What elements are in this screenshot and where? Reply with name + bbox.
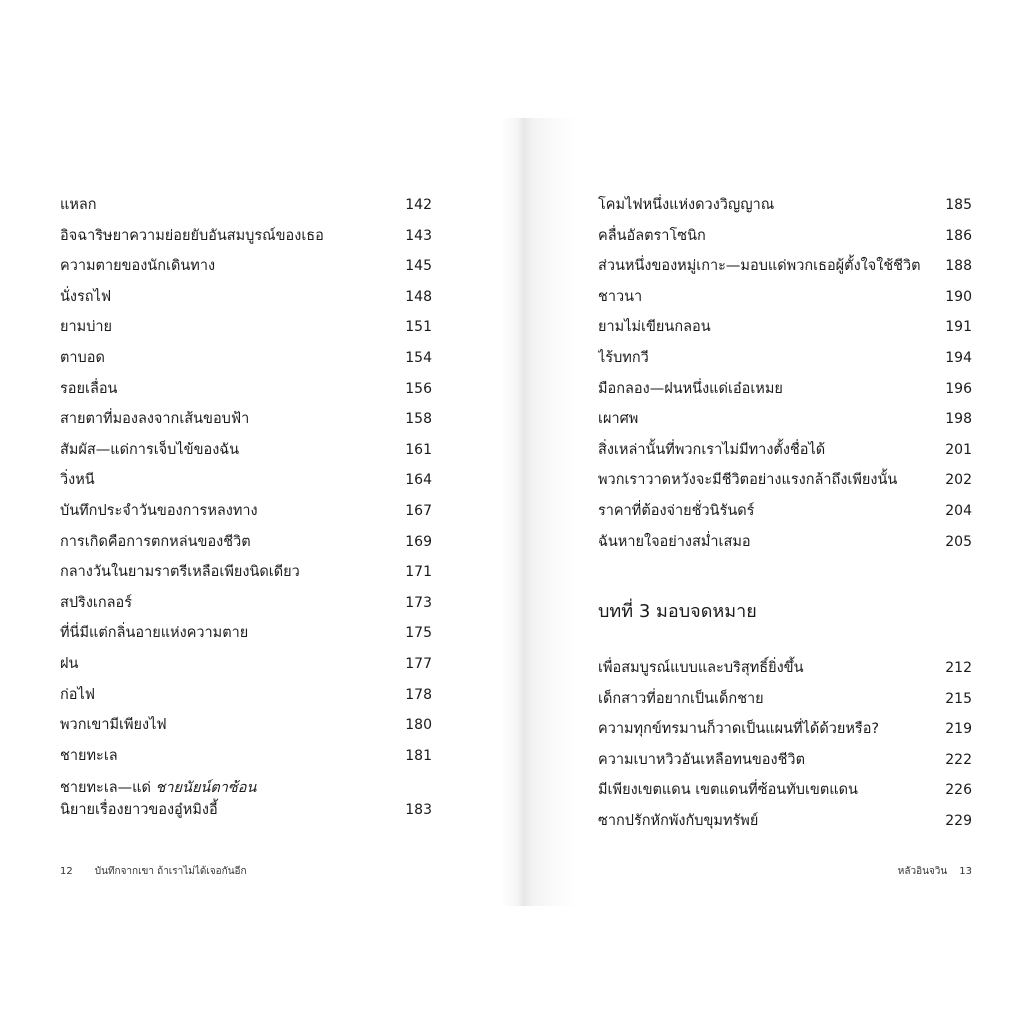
toc-entry-title: มีเพียงเขตแดน เขตแดนที่ซ้อนทับเขตแดน — [598, 782, 858, 799]
toc-entry — [60, 251, 432, 282]
toc-entry — [598, 190, 972, 221]
toc-entry-page: 215 — [945, 690, 972, 707]
toc-entry-page: 171 — [405, 564, 432, 581]
toc-entry-title: รอยเลื่อน — [60, 380, 118, 397]
toc-entry-page: 183 — [405, 802, 432, 819]
toc-entry-page: 148 — [405, 288, 432, 305]
toc-entry — [60, 282, 432, 313]
toc-entry-page: 142 — [405, 197, 432, 213]
toc-entry — [60, 221, 432, 252]
toc-entry-page: 229 — [945, 812, 972, 829]
toc-entry-title: มือกลอง—ฝนหนึ่งแด่เอ๋อเหมย — [598, 380, 783, 397]
chapter-heading: บทที่ 3 มอบจดหมาย — [598, 601, 757, 622]
toc-entry-page: 164 — [405, 472, 432, 489]
toc-entry-title: กลางวันในยามราตรีเหลือเพียงนิดเดียว — [60, 564, 300, 581]
toc-entry-title: ที่นี่มีแต่กลิ่นอายแห่งความตาย — [60, 625, 249, 642]
toc-entry — [598, 435, 972, 466]
toc-entry — [598, 251, 972, 282]
toc-entry-title: ฝน — [60, 655, 79, 672]
toc-entry-page: 156 — [405, 380, 432, 397]
toc-entry-page: 212 — [945, 660, 972, 676]
toc-entry-title: ฉันหายใจอย่างสม่ำเสมอ — [598, 533, 751, 550]
toc-entry-page: 180 — [405, 717, 432, 734]
toc-entry-title: เพื่อสมบูรณ์แบบและบริสุทธิ์ยิ่งขึ้น — [598, 660, 804, 676]
toc-entry — [60, 680, 432, 711]
toc-entry — [60, 741, 432, 772]
toc-entry-page: 205 — [945, 533, 972, 550]
toc-entry-page: 204 — [945, 502, 972, 519]
toc-entry-title-line1 — [60, 777, 300, 799]
toc-entry-title: ส่วนหนึ่งของหมู่เกาะ—มอบแด่พวกเธอผู้ตั้งใจใช้ชีวิต — [598, 258, 921, 275]
toc-entry-page: 188 — [945, 258, 972, 275]
toc-entry — [598, 745, 972, 776]
toc-entry-page: 181 — [405, 747, 432, 764]
toc-entry-page: 158 — [405, 411, 432, 428]
toc-entry-title: ชายทะเล — [60, 747, 118, 764]
toc-entry — [60, 588, 432, 619]
toc-entry-page: 167 — [405, 502, 432, 519]
toc-entry — [598, 404, 972, 435]
toc-entry — [598, 496, 972, 527]
toc-entry-title: ความเบาหวิวอันเหลือทนของชีวิต — [598, 751, 805, 768]
toc-entry-page: 202 — [945, 472, 972, 489]
toc-entry-title: สายตาที่มองลงจากเส้นขอบฟ้า — [60, 411, 250, 428]
toc-entry-title: ซากปรักหักพังกับขุมทรัพย์ — [598, 812, 759, 829]
toc-entry-page: 161 — [405, 441, 432, 458]
left-page-footer — [60, 864, 247, 879]
toc-entry-page: 169 — [405, 533, 432, 550]
toc-entry — [598, 714, 972, 745]
toc-entry-page: 145 — [405, 258, 432, 275]
toc-entry — [60, 557, 432, 588]
toc-entry-title: การเกิดคือการตกหล่นของชีวิต — [60, 533, 251, 550]
toc-entry-title: พวกเราวาดหวังจะมีชีวิตอย่างแรงกล้าถึงเพียงนั้น — [598, 472, 898, 489]
toc-entry — [60, 496, 432, 527]
toc-entry-page: 185 — [945, 197, 972, 213]
toc-entry-page: 151 — [405, 319, 432, 336]
toc-entry — [598, 374, 972, 405]
toc-entry — [598, 282, 972, 313]
toc-entry-title: นั่งรถไฟ — [60, 288, 112, 305]
toc-entry-title-line2: นิยายเรื่องยาวของอู๋หมิงอี้ — [60, 802, 218, 819]
toc-entry-title-italic: ชายนัยน์ตาซ้อน — [155, 780, 257, 797]
toc-entry-page: 198 — [945, 411, 972, 428]
toc-entry-title: ความทุกข์ทรมานก็วาดเป็นแผนที่ได้ด้วยหรือ? — [598, 721, 880, 738]
toc-entry — [598, 221, 972, 252]
toc-entry — [598, 527, 972, 558]
page-number: 12 — [60, 866, 73, 877]
page-number: 13 — [959, 866, 972, 877]
toc-entry-title: สัมผัส—แด่การเจ็บไข้ของฉัน — [60, 441, 240, 458]
toc-entry-title: อิจฉาริษยาความย่อยยับอันสมบูรณ์ของเธอ — [60, 227, 324, 244]
toc-entry — [598, 684, 972, 715]
toc-entry — [60, 465, 432, 496]
toc-entry-title: ก่อไฟ — [60, 686, 96, 703]
right-page-footer — [898, 864, 972, 879]
toc-entry-title: ยามบ่าย — [60, 319, 113, 336]
toc-entry-page: 186 — [945, 227, 972, 244]
toc-entry-title: เผาศพ — [598, 411, 639, 428]
toc-entry-title: โคมไฟหนึ่งแห่งดวงวิญญาณ — [598, 197, 775, 213]
toc-entry-title: พวกเขามีเพียงไฟ — [60, 717, 167, 734]
toc-entry-page: 173 — [405, 594, 432, 611]
toc-entry-page: 219 — [945, 721, 972, 738]
toc-entry-page: 201 — [945, 441, 972, 458]
toc-entry — [60, 527, 432, 558]
toc-entry — [60, 190, 432, 221]
toc-entry-page: 177 — [405, 655, 432, 672]
toc-entry-title: วิ่งหนี — [60, 472, 95, 489]
toc-entry-page: 143 — [405, 227, 432, 244]
toc-entry — [60, 404, 432, 435]
chapter-toc-list — [598, 653, 972, 837]
running-title: หลัวอินจวิน — [897, 866, 948, 877]
toc-entry — [598, 312, 972, 343]
toc-entry-page: 178 — [405, 686, 432, 703]
toc-entry-page: 190 — [945, 288, 972, 305]
toc-entry-title: ไร้บทกวี — [598, 349, 649, 366]
toc-entry — [60, 312, 432, 343]
toc-entry — [60, 618, 432, 649]
toc-entry-title: ความตายของนักเดินทาง — [60, 258, 216, 275]
toc-entry-page: 226 — [945, 782, 972, 799]
toc-entry-title: ยามไม่เขียนกลอน — [598, 319, 711, 336]
toc-entry-title: ตาบอด — [60, 349, 105, 366]
toc-entry — [60, 343, 432, 374]
toc-entry-title: ราคาที่ต้องจ่ายชั่วนิรันดร์ — [598, 502, 755, 519]
toc-entry — [598, 343, 972, 374]
toc-entry — [598, 775, 972, 806]
toc-entry-page: 196 — [945, 380, 972, 397]
toc-entry — [60, 374, 432, 405]
toc-entry-page: 222 — [945, 751, 972, 768]
right-toc-list — [598, 190, 972, 557]
toc-entry-page: 175 — [405, 625, 432, 642]
toc-entry-title-prefix: ชายทะเล—แด่ — [60, 780, 156, 797]
toc-entry-multiline — [60, 771, 432, 821]
toc-entry — [60, 435, 432, 466]
toc-entry-title: บันทึกประจำวันของการหลงทาง — [60, 502, 258, 519]
toc-entry-title: ชาวนา — [598, 288, 643, 305]
toc-entry — [60, 649, 432, 680]
toc-entry-page: 154 — [405, 349, 432, 366]
running-title: บันทึกจากเขา ถ้าเราไม่ได้เจอกันอีก — [94, 866, 247, 877]
toc-entry-title: สิ่งเหล่านั้นที่พวกเราไม่มีทางตั้งชื่อได้ — [598, 441, 826, 458]
toc-entry-title: แหลก — [60, 197, 97, 213]
toc-entry — [60, 710, 432, 741]
left-toc-list — [60, 190, 432, 821]
toc-entry-title: เด็กสาวที่อยากเป็นเด็กชาย — [598, 690, 764, 707]
toc-entry-title: คลื่นอัลตราโซนิก — [598, 227, 706, 244]
toc-entry-title: สปริงเกลอร์ — [60, 594, 133, 611]
toc-entry — [598, 806, 972, 837]
toc-entry — [598, 465, 972, 496]
toc-entry-page: 194 — [945, 349, 972, 366]
toc-entry-page: 191 — [945, 319, 972, 336]
toc-entry-title — [60, 777, 300, 821]
toc-entry — [598, 653, 972, 684]
